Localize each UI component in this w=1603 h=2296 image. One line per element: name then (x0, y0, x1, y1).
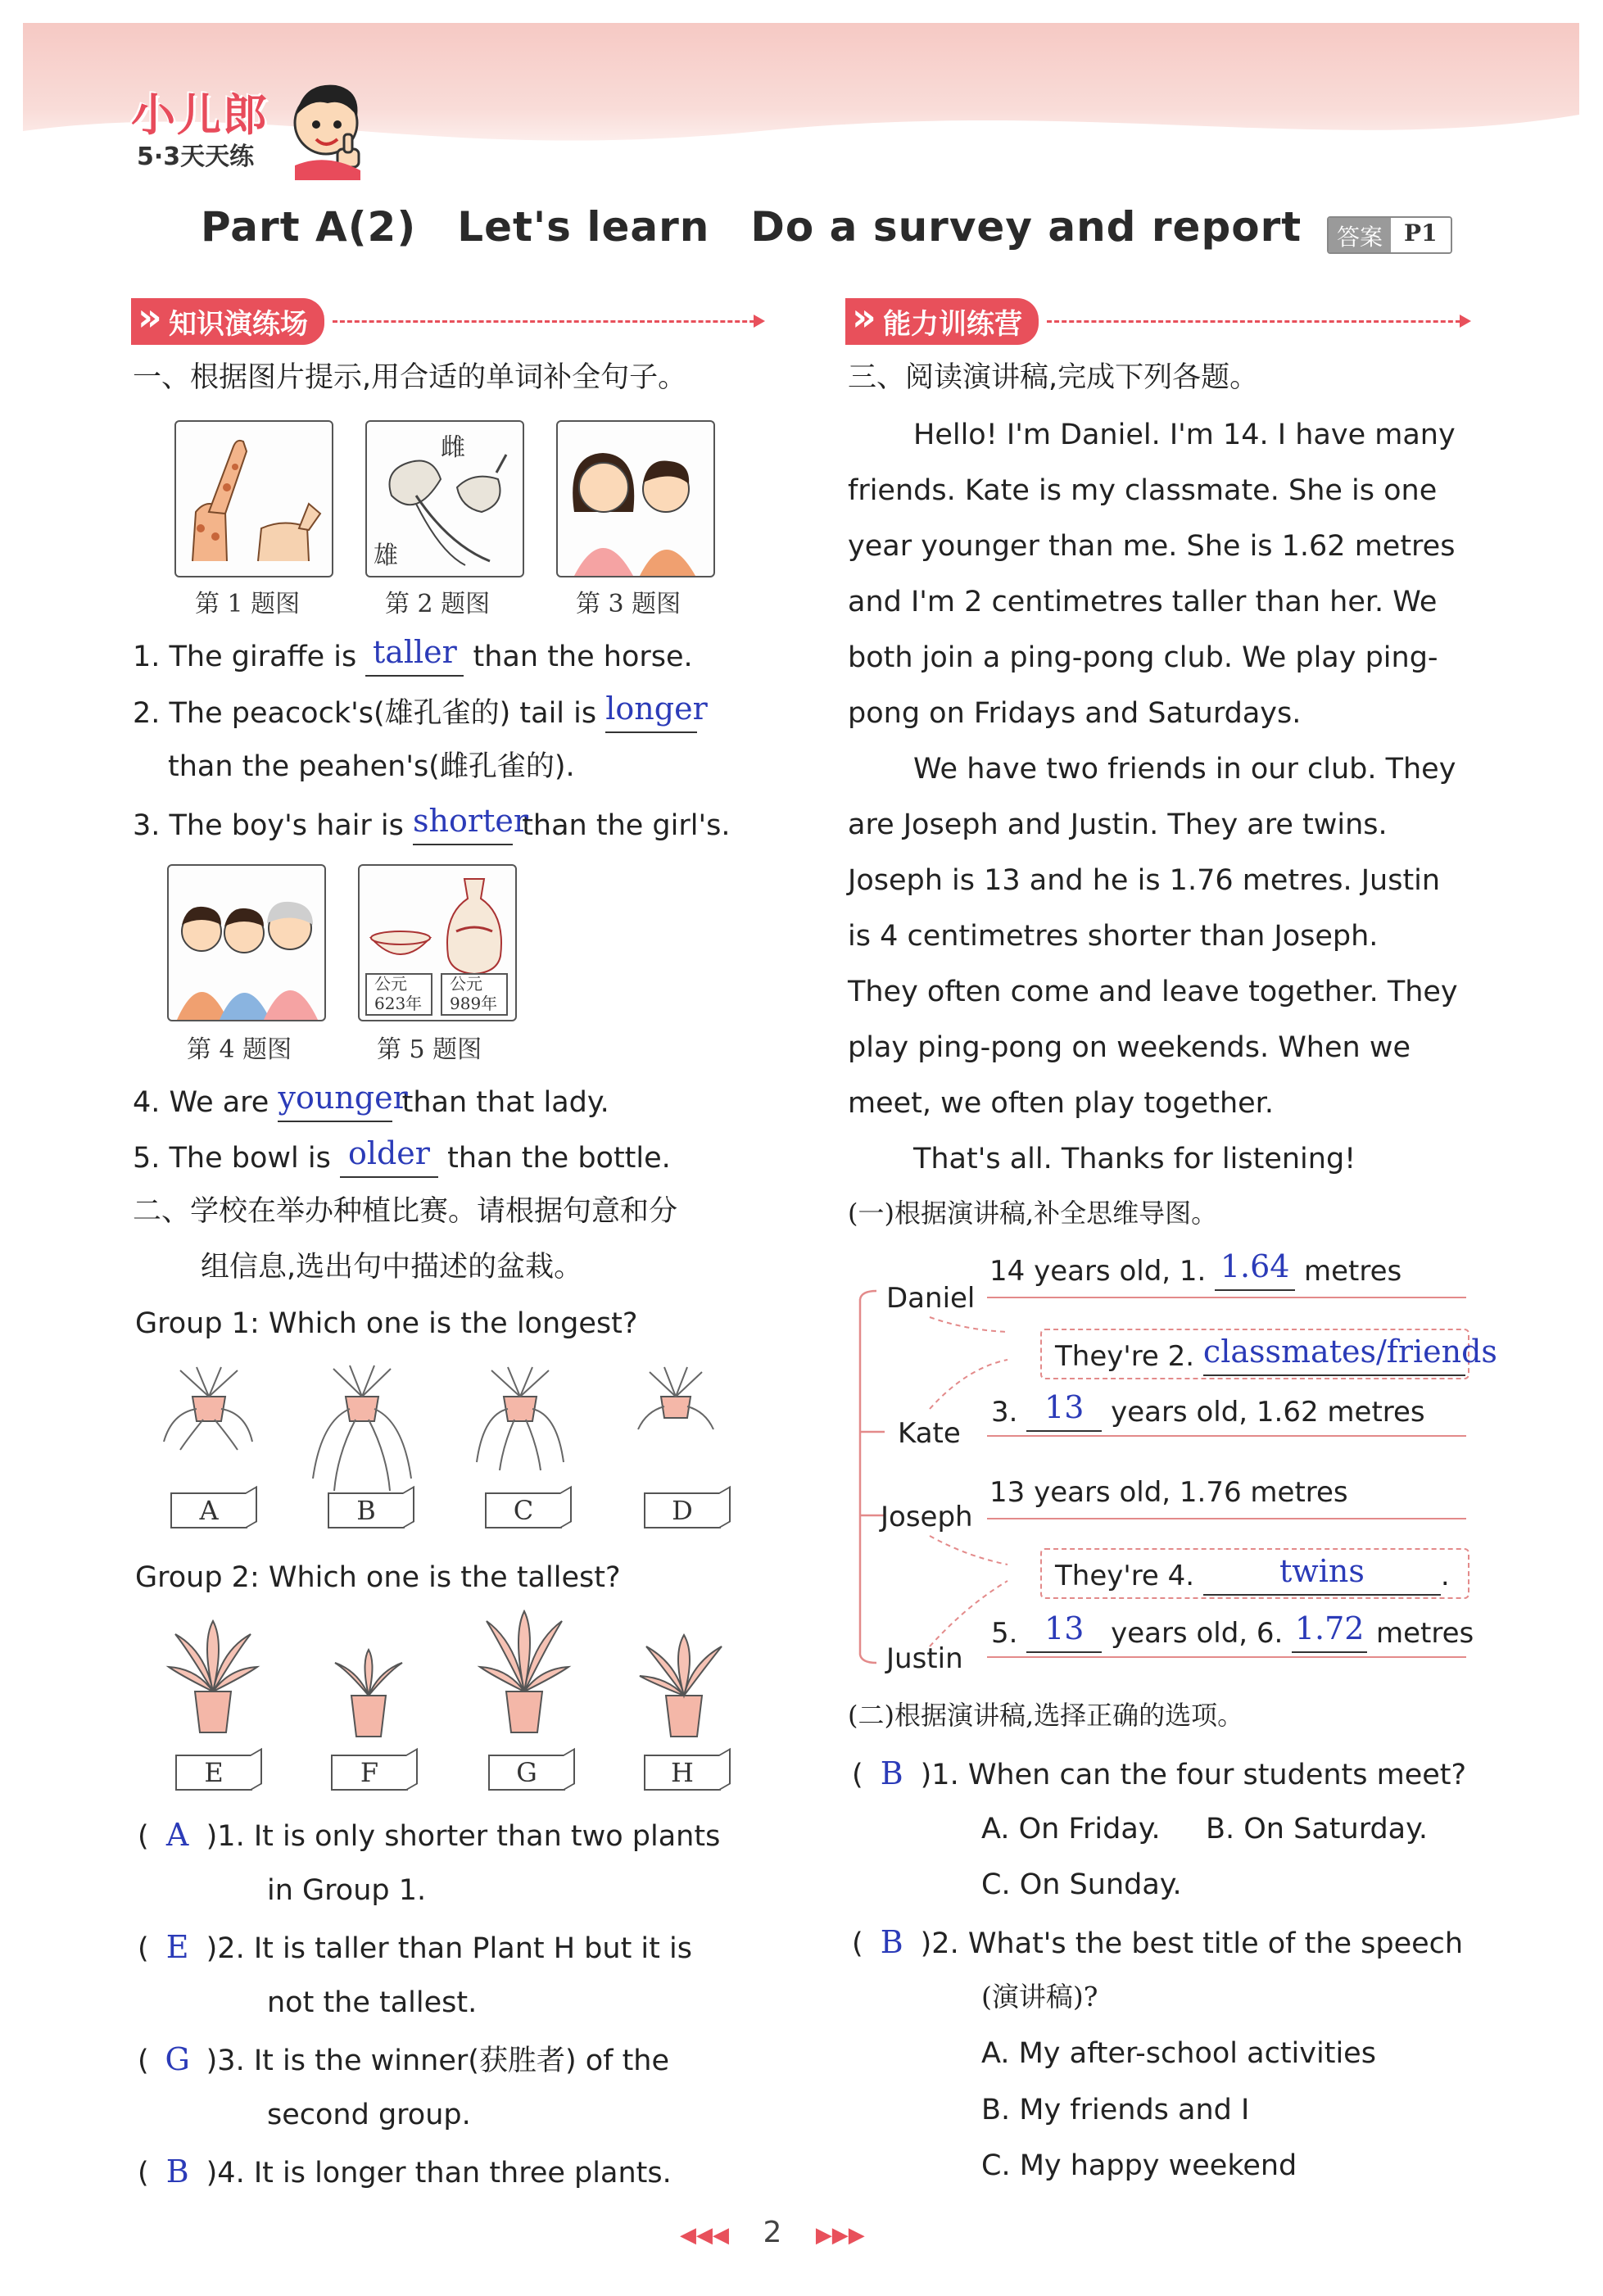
caption-pic3: 第 3 题图 (576, 590, 682, 618)
passage-line: pong on Fridays and Saturdays. (848, 697, 1302, 730)
page-footer (680, 2216, 865, 2249)
picture-peacock-peahen (365, 420, 524, 577)
title-learn: Let's learn (457, 203, 710, 251)
mindmap-kate-info: 3. 13 years old, 1.62 metres (991, 1393, 1425, 1432)
passage-line: play ping-pong on weekends. When we (848, 1031, 1411, 1064)
q2-item-3: ( G )3. It is the winner(获胜者) of the (138, 2041, 670, 2077)
q2-heading-line2: 组信息,选出句中描述的盆栽。 (201, 1251, 583, 1284)
mc-2-option-c: C. My happy weekend (981, 2149, 1297, 2182)
answer-mindmap-5: 13 (1044, 1610, 1085, 1646)
mc-2-option-a: A. My after-school activities (981, 2037, 1376, 2070)
caption-pic1: 第 1 题图 (195, 590, 301, 618)
hanging-plant-a-icon (156, 1364, 262, 1462)
label-male: 雄 (374, 541, 398, 570)
group1-question: Group 1: Which one is the longest? (135, 1307, 638, 1340)
page-title (201, 203, 1302, 251)
mindmap-name-daniel: Daniel (886, 1282, 976, 1315)
title-part: Part A(2) (201, 203, 417, 251)
passage-line: Hello! I'm Daniel. I'm 14. I have many (913, 419, 1456, 451)
answer-q1-5: older (347, 1135, 430, 1171)
plant-label-f: F (331, 1755, 408, 1791)
picture-giraffe-horse (174, 420, 333, 577)
answer-q2-1: A (165, 1817, 189, 1853)
mindmap-joseph-info: 13 years old, 1.76 metres (989, 1476, 1348, 1509)
passage-line: We have two friends in our club. They (913, 753, 1456, 786)
q1-item-5: 5. The bowl is older than the bottle. (133, 1139, 671, 1178)
q1-item-2: 2. The peacock's(雄孔雀的) tail is longer (133, 694, 697, 733)
q1-heading: 一、根据图片提示,用合适的单词补全句子。 (133, 361, 687, 394)
q1-item-1: 1. The giraffe is taller than the horse. (133, 637, 693, 677)
mc-1-option-b: B. On Saturday. (1206, 1813, 1428, 1845)
section-title-knowledge: » 知识演练场 (131, 298, 324, 345)
q2-item-1-cont: in Group 1. (267, 1874, 427, 1907)
part2-heading: (二)根据演讲稿,选择正确的选项。 (848, 1700, 1244, 1731)
answer-page: P1 (1391, 218, 1451, 252)
mindmap-name-joseph: Joseph (881, 1501, 973, 1533)
answer-mindmap-3: 13 (1044, 1389, 1085, 1425)
plant-label-g: G (488, 1755, 565, 1791)
picture-children-lady (167, 864, 326, 1021)
mindmap-relation-2: They're 4. twins . (1055, 1556, 1450, 1596)
passage-line: friends. Kate is my classmate. She is one (848, 474, 1438, 507)
potted-plant-f-icon (324, 1646, 414, 1745)
mc-question-2: ( B )2. What's the best title of the speech (852, 1924, 1464, 1960)
answer-q2-2: E (165, 1929, 189, 1965)
mascot-boy-thumbs-up-icon (278, 74, 377, 180)
mc-question-2-cont: (演讲稿)? (981, 1981, 1098, 2013)
label-female: 雌 (441, 433, 465, 462)
potted-plant-g-icon (475, 1610, 573, 1741)
passage-line: They often come and leave together. They (848, 976, 1458, 1008)
q2-item-4: ( B )4. It is longer than three plants. (138, 2153, 672, 2190)
prev-arrows-icon: ◀◀◀ (680, 2223, 729, 2248)
picture-girl-boy (556, 420, 715, 577)
q2-heading-line1: 二、学校在举办种植比赛。请根据句意和分 (133, 1195, 678, 1228)
answer-q2-3: G (165, 2041, 190, 2077)
q1-item-3: 3. The boy's hair is shorter than the girl's. (133, 806, 730, 845)
caption-pic5: 第 5 题图 (377, 1035, 482, 1064)
section-header-ability (845, 300, 1468, 342)
hanging-plant-d-icon (627, 1364, 725, 1446)
next-arrows-icon: ▶▶▶ (815, 2223, 865, 2248)
passage-line: are Joseph and Justin. They are twins. (848, 808, 1388, 841)
passage-line: meet, we often play together. (848, 1087, 1274, 1120)
answer-page-tag (1327, 216, 1452, 254)
plant-label-e: E (175, 1755, 252, 1791)
mc-2-option-b: B. My friends and I (981, 2094, 1250, 2126)
passage-line: year younger than me. She is 1.62 metres (848, 530, 1456, 563)
section-title-ability: » 能力训练营 (845, 298, 1039, 345)
mc-1-option-a: A. On Friday. (981, 1813, 1161, 1845)
q1-item-2-cont: than the peahen's(雌孔雀的). (168, 750, 575, 783)
potted-plant-e-icon (164, 1618, 262, 1741)
q2-item-2: ( E )2. It is taller than Plant H but it is (138, 1929, 692, 1965)
passage-line: Joseph is 13 and he is 1.76 metres. Justin (848, 864, 1441, 897)
answer-mindmap-1: 1.64 (1220, 1248, 1290, 1284)
children-lady-illustration (169, 866, 324, 1020)
picture-bowl-bottle (358, 864, 517, 1021)
mindmap-justin-info: 5. 13 years old, 6. 1.72 metres (991, 1614, 1474, 1653)
mindmap-daniel-info: 14 years old, 1. 1.64 metres (989, 1252, 1401, 1291)
label-bowl-year: 公元 623年 (374, 974, 423, 1013)
section-header-knowledge (131, 300, 762, 342)
answer-mindmap-2: classmates/friends (1202, 1334, 1497, 1370)
page-number: 2 (763, 2216, 782, 2249)
plant-label-b: B (328, 1492, 405, 1528)
passage-line: That's all. Thanks for listening! (913, 1143, 1356, 1175)
mindmap-relation-1: They're 2. classmates/friends (1055, 1337, 1465, 1376)
answer-label: 答案 (1329, 218, 1391, 252)
caption-pic2: 第 2 题图 (385, 590, 491, 618)
logo-sub: 5·3天天练 (137, 143, 255, 171)
answer-mc-1: B (880, 1755, 903, 1791)
caption-pic4: 第 4 题图 (187, 1035, 292, 1064)
answer-mindmap-6: 1.72 (1294, 1610, 1365, 1646)
q2-item-2-cont: not the tallest. (267, 1986, 478, 2019)
q1-item-4: 4. We are younger than that lady. (133, 1083, 609, 1122)
q2-item-3-cont: second group. (267, 2099, 471, 2131)
passage-line: both join a ping-pong club. We play ping- (848, 641, 1438, 674)
mc-question-1: ( B )1. When can the four students meet? (852, 1755, 1467, 1791)
plant-label-c: C (485, 1492, 562, 1528)
plant-label-a: A (170, 1492, 247, 1528)
mindmap-name-justin: Justin (886, 1642, 963, 1675)
part1-heading: (一)根据演讲稿,补全思维导图。 (848, 1198, 1218, 1229)
mindmap-name-kate: Kate (898, 1417, 961, 1450)
answer-mc-2: B (880, 1924, 903, 1960)
group2-question: Group 2: Which one is the tallest? (135, 1561, 621, 1594)
hanging-plant-b-icon (305, 1364, 419, 1495)
answer-mindmap-4: twins (1279, 1553, 1365, 1589)
answer-q1-1: taller (372, 634, 457, 670)
plant-label-h: H (644, 1755, 721, 1791)
passage-line: is 4 centimetres shorter than Joseph. (848, 920, 1379, 953)
plant-label-d: D (644, 1492, 721, 1528)
mc-1-option-c: C. On Sunday. (981, 1868, 1182, 1901)
potted-plant-h-icon (635, 1630, 733, 1745)
q3-heading: 三、阅读演讲稿,完成下列各题。 (848, 361, 1259, 394)
q2-item-1: ( A )1. It is only shorter than two plants (138, 1817, 721, 1853)
answer-q1-3: shorter (413, 803, 528, 839)
girl-boy-illustration (558, 422, 713, 576)
answer-q1-4: younger (278, 1080, 408, 1116)
passage-line: and I'm 2 centimetres taller than her. We (848, 586, 1438, 618)
giraffe-horse-illustration (176, 422, 332, 576)
logo-main: 小儿郎 (131, 89, 269, 141)
answer-q2-4: B (165, 2153, 189, 2190)
title-topic: Do a survey and report (750, 203, 1302, 251)
answer-q1-2: longer (605, 691, 708, 727)
hanging-plant-c-icon (467, 1364, 573, 1479)
label-bottle-year: 公元 989年 (450, 974, 498, 1013)
